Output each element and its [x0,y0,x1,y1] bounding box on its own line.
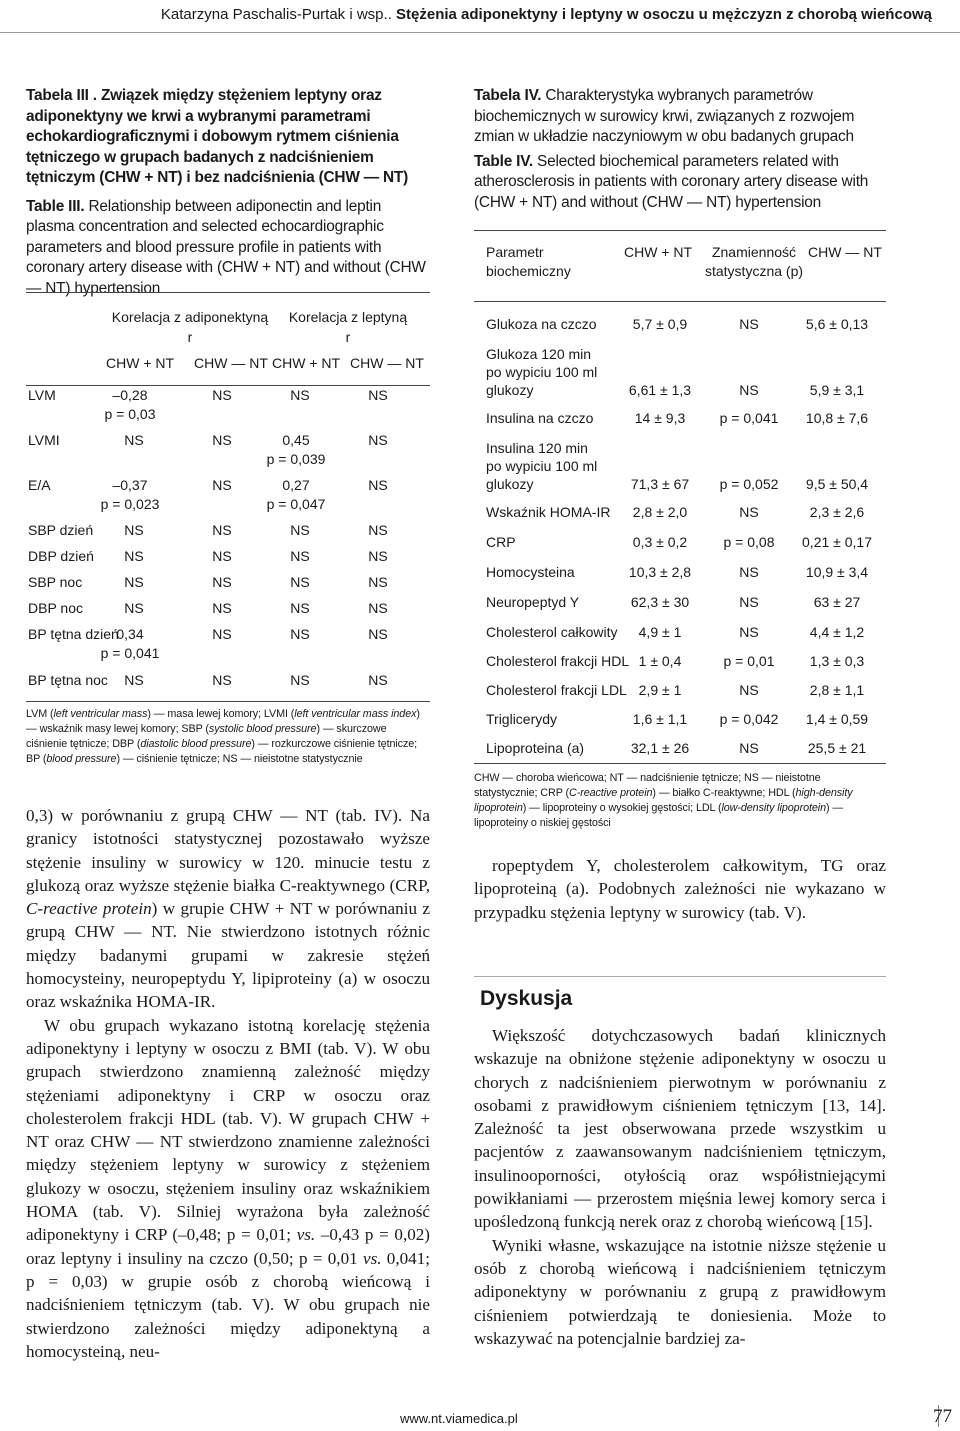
table3-note-text: LVM (left ventricular mass) — masa lewej komory; LVMI (left ventricular mass index) — wskaźnik masy lewej komory; SBP (systolic blood pressure) — skurczowe ciśnienie tętnicze; DBP (diastolic blood pressure) — rozkurczowe ciśnienie tętnicze; BP (blood pressure) — ciśnienie tętnicze; NS — nieistotne statystycznie [26,708,420,765]
right-body-text-1 [474,854,886,924]
significance-value: NS [739,316,759,332]
chw-nt-plus-value: 1 ± 0,4 [638,653,682,669]
cell-value: NS [368,387,388,403]
table4-header [474,231,886,302]
cell-value: 0,45 p = 0,039 [266,432,326,467]
cell-value: NS [212,477,232,493]
chw-nt-minus-value: 25,5 ± 21 [807,740,867,756]
row-label: Cholesterol całkowity [486,624,618,640]
table4-caption-en [474,152,886,214]
significance-value: p = 0,041 [719,410,779,426]
table4-label-en: Table IV. [474,152,533,170]
table3-group1-label: Korelacja z adiponektyną [111,309,269,325]
chw-nt-minus-value: 1,4 ± 0,59 [805,711,869,727]
cell-value: NS [290,600,310,616]
significance-value: NS [739,682,759,698]
left-paragraph-1: 0,3) w porównaniu z grupą CHW — NT (tab. IV). Na granicy istotności statystycznej pozostawało wyższe stężenie insuliny w surowicy w 120. minucie testu z glukozą oraz wyższe stężenie białka C-reaktywnego (CRP, C-reactive protein) w grupie CHW + NT w porównaniu z grupą CHW — NT. Nie stwierdzono istotnych różnic między badanymi grupami w zakresie stężeń homocysteiny, neuropeptydu Y, lipiproteiny (a) w osoczu oraz wskaźnika HOMA-IR. [26,806,430,1012]
table3-label-en: Table III. [26,197,85,215]
cell-value: NS [290,522,310,538]
cell-value: NS [124,548,144,564]
chw-nt-plus-value: 32,1 ± 26 [630,740,690,756]
row-label: Glukoza 120 min po wypiciu 100 ml glukozy [486,346,598,398]
chw-nt-minus-value: 2,8 ± 1,1 [809,682,865,698]
table4-label-pl: Tabela IV. [474,87,542,104]
table3-group2-label: Korelacja z leptyną [288,309,408,325]
running-header [0,0,960,34]
chw-nt-minus-value: 63 ± 27 [813,594,861,610]
cell-value: NS [368,477,388,493]
cell-value: NS [368,432,388,448]
row-label: BP tętna noc [28,672,108,688]
chw-nt-minus-value: 5,9 ± 3,1 [809,382,865,398]
row-label: CRP [486,534,516,550]
row-label: Insulina na czczo [486,410,594,426]
section-heading-box [474,976,886,1017]
chw-nt-plus-value: 14 ± 9,3 [634,410,686,426]
table4-note [474,771,886,831]
header-title: Stężenia adiponektyny i leptyny w osoczu u mężczyzn z chorobą wieńcową [396,6,932,23]
cell-value: NS [368,574,388,590]
table4-head-significance: Znamienność statystyczna (p) [704,244,804,279]
table4-head-group1: CHW + NT [624,244,693,260]
table4-caption-pl-text: Charakterystyka wybranych parametrów biochemicznych w surowicy krwi, związanych z rozwojem zmian w układzie naczyniowym w obu badanych grupach [474,87,855,145]
row-label: SBP noc [28,574,83,590]
chw-nt-plus-value: 2,8 ± 2,0 [632,504,688,520]
table4-caption-pl [474,86,886,148]
row-label: E/A [28,477,51,493]
table3-note [26,707,430,767]
header-text: Katarzyna Paschalis-Purtak i wsp.. Stężenia adiponektyny i leptyny w osoczu u mężczyzn z chorobą wieńcową [160,6,932,23]
chw-nt-minus-value: 4,4 ± 1,2 [809,624,865,640]
chw-nt-plus-value: 6,61 ± 1,3 [628,382,692,398]
chw-nt-plus-value: 71,3 ± 67 [630,476,690,492]
table3-group2-r: r [345,329,351,345]
cell-value: NS [368,672,388,688]
table3-group1 [110,307,270,347]
chw-nt-minus-value: 0,21 ± 0,17 [802,534,872,550]
chw-nt-minus-value: 10,9 ± 3,4 [805,564,869,580]
significance-value: p = 0,01 [723,653,775,669]
chw-nt-plus-value: 4,9 ± 1 [638,624,682,640]
row-label: DBP noc [28,600,83,616]
chw-nt-minus-value: 1,3 ± 0,3 [809,653,865,669]
table3-caption-pl [26,86,429,189]
cell-value: –0,28 p = 0,03 [104,387,156,422]
chw-nt-plus-value: 1,6 ± 1,1 [632,711,688,727]
chw-nt-plus-value: 5,7 ± 0,9 [632,316,688,332]
cell-value: NS [124,600,144,616]
significance-value: p = 0,052 [719,476,779,492]
cell-value: 0,27 p = 0,047 [266,477,326,512]
significance-value: NS [739,564,759,580]
chw-nt-plus-value: 0,3 ± 0,2 [632,534,688,550]
section-heading: Dyskusja [480,987,573,1010]
cell-value: NS [212,522,232,538]
row-label: LVMI [28,432,60,448]
cell-value: NS [212,548,232,564]
significance-value: NS [739,594,759,610]
left-paragraph-2: W obu grupach wykazano istotną korelację stężenia adiponektyny i leptyny w osoczu z BMI (tab. V). W obu grupach stwierdzono znamienną zależność między stężeniami adiponektyny i CRP w osoczu oraz cholesterolem frakcji HDL (tab. V). W grupach CHW + NT oraz CHW — NT stwierdzono znamienne zależności między stężeniem leptyny w surowicy z stężeniem glukozy w osoczu, stężeniem insuliny oraz wskaźnikiem HOMA (tab. V). Silniej wyrażona była zależność adiponektyny i CRP (–0,48; p = 0,01; vs. –0,43 p = 0,02) oraz leptyny i insuliny na czczo (0,50; p = 0,01 vs. 0,041; p = 0,03) w grupie osób z chorobą wieńcową i nadciśnieniem tętniczym (tab. V). W obu grupach nie stwierdzono zależności między adiponektyną a homocysteiną, neu- [26,1015,431,1361]
significance-value: NS [739,624,759,640]
header-rule [0,32,960,33]
cell-value: NS [290,626,310,642]
row-label: Triglicerydy [486,711,558,727]
cell-value: NS [368,626,388,642]
table3-col2: CHW — NT [194,355,268,371]
cell-value: NS [368,600,388,616]
cell-value: 0,34 p = 0,041 [100,626,160,661]
table3-block [26,86,429,307]
table4-caption-en-text: Selected biochemical parameters related with atherosclerosis in patients with coronary artery disease with (CHW + NT) and without (CHW — NT) hypertension [474,152,869,211]
cell-value: NS [290,574,310,590]
row-label: LVM [28,387,56,403]
cell-value: NS [212,574,232,590]
table3-group1-r: r [187,329,193,345]
right-paragraph-1: ropeptydem Y, cholesterolem całkowitym, TG oraz lipoproteiną (a). Podobnych zależności nie wykazano w przypadku stężenia leptyny w surowicy (tab. V). [474,856,886,922]
table3-col3: CHW + NT [272,355,341,371]
cell-value: NS [212,600,232,616]
table4 [474,230,886,764]
cell-value: NS [212,432,232,448]
row-label: Cholesterol frakcji HDL [486,653,630,669]
cell-value: NS [212,672,232,688]
table3-caption-en [26,197,429,300]
chw-nt-minus-value: 10,8 ± 7,6 [805,410,869,426]
cell-value: NS [124,522,144,538]
cell-value: NS [212,387,232,403]
table3-group2 [278,307,418,347]
table3-header [26,293,430,386]
row-label: Neuropeptyd Y [486,594,580,610]
chw-nt-plus-value: 62,3 ± 30 [630,594,690,610]
cell-value: NS [124,672,144,688]
cell-value: –0,37 p = 0,023 [100,477,160,512]
cell-value: NS [290,548,310,564]
row-label: Homocysteina [486,564,575,580]
chw-nt-minus-value: 5,6 ± 0,13 [805,316,869,332]
page-number: 77 [933,1406,952,1427]
row-label: Cholesterol frakcji LDL [486,682,627,698]
right-paragraph-2: Większość dotychczasowych badań klinicznych wskazuje na obniżone stężenie adiponektyny w osoczu u chorych z nadciśnieniem pierwotnym w porównaniu z osobami z prawidłowym ciśnieniem tętniczym [13, 14]. Zależność ta jest obserwowana przede wszystkim u pacjentów z zaawansowanym nadciśnieniem tętniczym, insulinooporności, otyłością oraz współistniejącymi powikłaniami — przerostem mięśnia lewej komory serca i upośledzoną funkcją nerek oraz z chorobą wieńcową [15]. [474,1026,886,1232]
row-label: DBP dzień [28,548,94,564]
left-body-text [26,804,430,1363]
table4-caption-block [474,86,886,221]
table3-caption-pl-text: Związek między stężeniem leptyny oraz adiponektyny we krwi a wybranymi parametrami echokardiograficznymi i dobowym rytmem ciśnienia tętniczego w grupach badanych z nadciśnieniem tętniczym (CHW + NT) i bez nadciśnienia (CHW — NT) [26,87,409,186]
significance-value: p = 0,042 [719,711,779,727]
chw-nt-minus-value: 9,5 ± 50,4 [805,476,869,492]
row-label: Wskaźnik HOMA-IR [486,504,611,520]
table4-note-text: CHW — choroba wieńcowa; NT — nadciśnienie tętnicze; NS — nieistotne statystycznie; CRP (C-reactive protein) — białko C-reaktywne; HDL (high-density lipoprotein) — lipoproteiny o wysokiej gęstości; LDL (low-density lipoprotein) — lipoproteiny o niskiej gęstości [474,772,853,829]
significance-value: p = 0,08 [723,534,775,550]
table3-caption-en-text: Relationship between adiponectin and leptin plasma concentration and selected echocardiographic parameters and blood pressure profile in patients with coronary artery disease with (CHW + NT) and without (CHW — NT) hypertension [26,197,426,297]
cell-value: NS [368,548,388,564]
table3-col4: CHW — NT [350,355,424,371]
row-label: Glukoza na czczo [486,316,597,332]
right-body-text-2 [474,1024,886,1350]
header-authors: Katarzyna Paschalis-Purtak i wsp. [160,6,388,23]
row-label: BP tętna dzień [28,626,119,642]
table3-label-pl: Tabela III . [26,87,97,104]
row-label: Insulina 120 min po wypiciu 100 ml glukozy [486,440,598,492]
footer-url: www.nt.viamedica.pl [400,1411,518,1426]
table4-head-param: Parametr biochemiczny [486,244,571,279]
cell-value: NS [124,432,144,448]
cell-value: NS [290,672,310,688]
significance-value: NS [739,740,759,756]
cell-value: NS [290,387,310,403]
cell-value: NS [124,574,144,590]
chw-nt-plus-value: 10,3 ± 2,8 [628,564,692,580]
cell-value: NS [212,626,232,642]
table3 [26,292,430,702]
chw-nt-minus-value: 2,3 ± 2,6 [809,504,865,520]
right-paragraph-3: Wyniki własne, wskazujące na istotnie niższe stężenie u osób z chorobą wieńcową i nadciśnieniem tętniczym adiponektyny w porównaniu z grupą z prawidłowym ciśnieniem potwierdzają te doniesienia. Może to wskazywać na potencjalnie bardziej za- [474,1235,886,1348]
significance-value: NS [739,504,759,520]
row-label: SBP dzień [28,522,94,538]
significance-value: NS [739,382,759,398]
table4-head-group2: CHW — NT [808,244,882,260]
chw-nt-plus-value: 2,9 ± 1 [638,682,682,698]
row-label: Lipoproteina (a) [486,740,585,756]
table3-col1: CHW + NT [106,355,175,371]
cell-value: NS [368,522,388,538]
